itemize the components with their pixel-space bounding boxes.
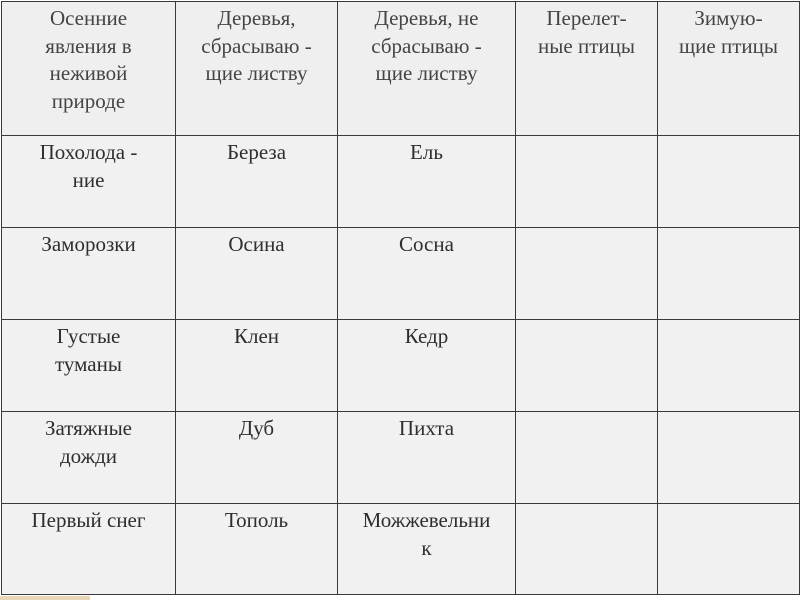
slide-bottom-edge [0,596,800,600]
table-cell-migratory [516,412,658,504]
table-cell-evergreen: Можжевельни к [338,504,516,595]
table-cell-deciduous: Осина [176,228,338,320]
table-cell-phenomenon: Густые туманы [2,320,176,412]
table-cell-evergreen: Ель [338,136,516,228]
table-cell-deciduous: Береза [176,136,338,228]
table-row [2,320,800,412]
header-cell-evergreen-trees: Деревья, не сбрасываю - щие листву [338,2,516,136]
table-cell-migratory [516,228,658,320]
table-cell-evergreen: Пихта [338,412,516,504]
table-cell-wintering [658,320,800,412]
header-cell-wintering-birds: Зимую- щие птицы [658,2,800,136]
header-cell-migratory-birds: Перелет- ные птицы [516,2,658,136]
table-cell-migratory [516,136,658,228]
table-cell-phenomenon: Затяжные дожди [2,412,176,504]
table-cell-deciduous: Клен [176,320,338,412]
table-cell-deciduous: Дуб [176,412,338,504]
table-cell-migratory [516,504,658,595]
table-cell-evergreen: Сосна [338,228,516,320]
table-cell-phenomenon: Заморозки [2,228,176,320]
table-cell-evergreen: Кедр [338,320,516,412]
table-cell-wintering [658,228,800,320]
table-cell-wintering [658,136,800,228]
table-cell-wintering [658,412,800,504]
table-cell-phenomenon: Похолода - ние [2,136,176,228]
table-row [2,228,800,320]
table-cell-migratory [516,320,658,412]
table-row [2,412,800,504]
autumn-phenomena-table [1,1,800,595]
header-cell-deciduous-trees: Деревья, сбрасываю - щие листву [176,2,338,136]
slide-corner-accent [0,596,90,600]
table-row [2,136,800,228]
table-row [2,504,800,595]
table-cell-wintering [658,504,800,595]
header-cell-phenomena: Осенние явления в неживой природе [2,2,176,136]
table-cell-phenomenon: Первый снег [2,504,176,595]
table-cell-deciduous: Тополь [176,504,338,595]
table-header-row [2,2,800,136]
